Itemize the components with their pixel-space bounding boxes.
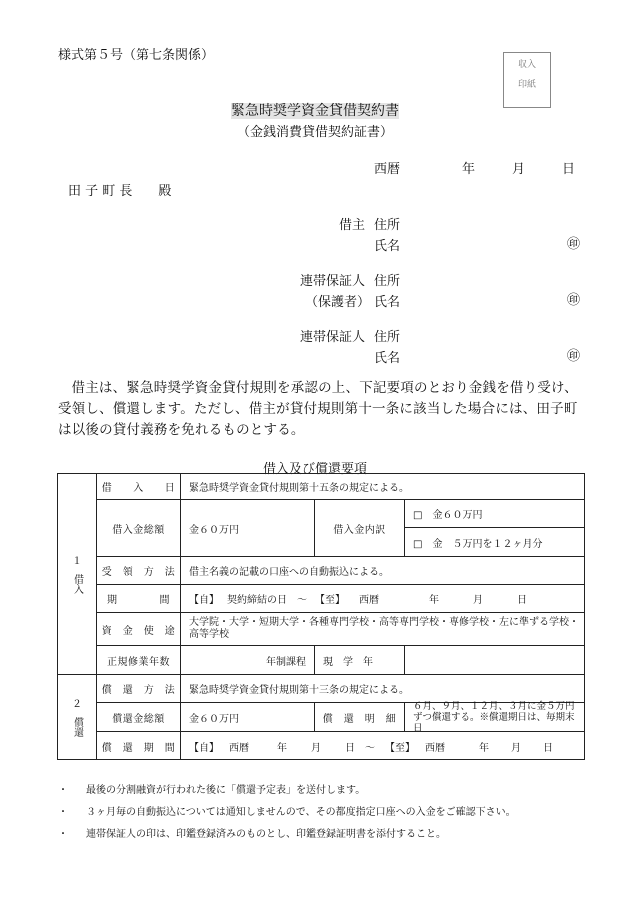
- period-year: 年: [429, 595, 439, 606]
- label-borrow-date: 借 入 日: [96, 473, 180, 499]
- title-main: 緊急時奨学資金貸借契約書: [231, 103, 399, 119]
- section-repayment-name: 償還: [71, 717, 83, 737]
- date-year: 年: [462, 162, 476, 177]
- date-day: 日: [562, 162, 576, 177]
- repay-to-tag: 【至】: [385, 742, 415, 754]
- repay-from-year: 年: [277, 742, 287, 754]
- seal-mark-icon: ㊞: [567, 237, 581, 252]
- note-text: ３ヶ月毎の自動振込については通知しませんので、その都度指定口座への入金をご確認下さい。: [86, 807, 516, 818]
- value-repay-method: 緊急時奨学資金貸付規則第十三条の規定による。: [180, 674, 585, 702]
- label-borrow-total: 借入金総額: [96, 499, 180, 556]
- party-guarantor2-address-label: 住所: [374, 330, 401, 345]
- period-from-tag: 【自】: [189, 595, 219, 606]
- value-period: [180, 584, 585, 612]
- repay-from-tag: 【自】: [189, 742, 219, 754]
- note-bullet: ・: [58, 807, 68, 818]
- party-borrower-address-label: 住所: [374, 218, 401, 233]
- party-guarantor1-role-note: （保護者）: [305, 295, 371, 310]
- party-guarantor2-role: 連帯保証人: [300, 330, 366, 345]
- document-title: [0, 100, 630, 120]
- party-guarantor2-name-label: 氏名: [374, 351, 401, 366]
- label-repay-period: 償 還 期 間: [96, 731, 180, 760]
- repay-to-month: 月: [511, 742, 521, 754]
- value-study-years: 年制課程: [180, 645, 314, 674]
- stamp-label-1: 収入: [517, 60, 536, 70]
- label-study-years: 正規修業年数: [96, 645, 180, 674]
- note-item: [58, 802, 516, 824]
- note-item: [58, 824, 516, 846]
- document-subtitle: （金銭消費貸借契約証書）: [236, 125, 393, 140]
- label-borrow-breakdown: 借入金内訳: [314, 499, 404, 556]
- label-repay-total: 償還金総額: [96, 702, 180, 731]
- label-period: 期 間: [96, 584, 180, 612]
- addressee: 田 子 町 長 殿: [68, 184, 172, 199]
- value-repay-period: [180, 731, 585, 760]
- notes-list: [58, 780, 516, 846]
- value-repay-total: 金６０万円: [180, 702, 314, 731]
- value-current-grade: [404, 645, 585, 674]
- note-text: 連帯保証人の印は、印鑑登録済みのものとし、印鑑登録証明書を添付すること。: [86, 829, 446, 840]
- repay-from-day: 日 ～: [345, 742, 375, 754]
- party-guarantor1-role: 連帯保証人: [300, 274, 366, 289]
- section-borrowing: [57, 473, 96, 674]
- option-lump-sum: □ 金６０万円: [404, 499, 585, 527]
- section-borrowing-name: 借入: [71, 573, 83, 594]
- note-item: [58, 780, 516, 802]
- party-borrower-name-label: 氏名: [374, 239, 401, 254]
- table-title: 借入及び償還要項: [262, 462, 367, 477]
- period-to-tag: 【至】: [315, 595, 345, 606]
- repay-to-year: 年: [479, 742, 489, 754]
- value-repay-detail: ６月、９月、１２月、３月に金５万円ずつ償還する。※償還期日は、毎期末日: [404, 702, 585, 731]
- value-borrow-date: 緊急時奨学資金貸付規則第十五条の規定による。: [180, 473, 585, 499]
- repay-from-era: 西暦: [229, 742, 249, 754]
- party-guarantor1-address-label: 住所: [374, 274, 401, 289]
- date-era: 西暦: [374, 162, 401, 177]
- period-to-era: 西暦: [359, 595, 379, 606]
- note-text: 最後の分割融資が行われた後に「償還予定表」を送付します。: [86, 785, 366, 796]
- value-fund-use: 大学院・大学・短期大学・各種専門学校・高等専門学校・専修学校・左に準ずる学校・高等学校: [180, 612, 585, 645]
- party-borrower-role: 借主: [339, 218, 366, 233]
- seal-mark-icon: ㊞: [567, 293, 581, 308]
- repay-from-month: 月: [311, 742, 321, 754]
- label-current-grade: 現 学 年: [314, 645, 404, 674]
- agreement-body-text: 借主は、緊急時奨学資金貸付規則を承認の上、下記要項のとおり金銭を借り受け、受領し、償還します。ただし、借主が貸付規則第十一条に該当した場合には、田子町は以後の貸付義務を免れるものとする。: [58, 380, 578, 438]
- form-number: 様式第５号（第七条関係）: [58, 48, 215, 63]
- period-day: 日: [517, 595, 527, 606]
- note-bullet: ・: [58, 785, 68, 796]
- label-fund-use: 資 金 使 途: [96, 612, 180, 645]
- period-from-text: 契約締結の日 ～: [227, 595, 307, 606]
- party-guarantor1-name-label: 氏名: [374, 295, 401, 310]
- option-monthly: □ 金 ５万円を１２ヶ月分: [404, 527, 585, 556]
- value-receipt-method: 借主名義の記載の口座への自動振込による。: [180, 556, 585, 584]
- value-borrow-total: 金６０万円: [180, 499, 314, 556]
- date-month: 月: [512, 162, 526, 177]
- label-repay-detail: 償 還 明 細: [314, 702, 404, 731]
- period-month: 月: [473, 595, 483, 606]
- stamp-label-2: 印紙: [517, 80, 536, 90]
- repay-to-era: 西暦: [425, 742, 445, 754]
- terms-table: [57, 473, 585, 760]
- section-repayment-number: ２: [72, 699, 82, 710]
- section-borrowing-number: １: [72, 555, 82, 567]
- label-repay-method: 償 還 方 法: [96, 674, 180, 702]
- note-bullet: ・: [58, 829, 68, 840]
- label-receipt-method: 受 領 方 法: [96, 556, 180, 584]
- section-repayment: [57, 674, 96, 760]
- seal-mark-icon: ㊞: [567, 349, 581, 364]
- repay-to-day: 日: [543, 742, 553, 754]
